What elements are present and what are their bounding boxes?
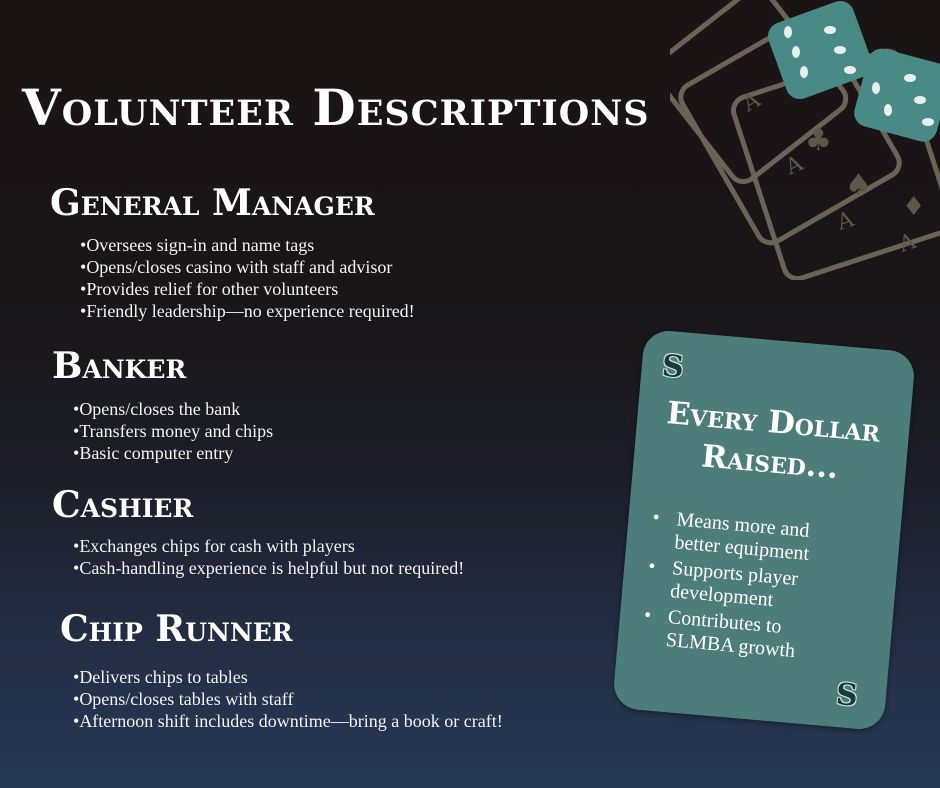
chip-runner-list	[73, 666, 503, 732]
list-item: • Means more and better equipment	[650, 506, 857, 570]
list-item: • Delivers chips to tables	[73, 666, 503, 688]
svg-text:A: A	[781, 151, 807, 181]
list-item: • Exchanges chips for cash with players	[73, 535, 464, 557]
card-title-line-1: Every Dollar	[665, 395, 882, 450]
svg-text:A: A	[834, 207, 857, 236]
every-dollar-raised-card	[612, 329, 916, 731]
card-title	[633, 391, 911, 494]
section-heading-general-manager: General Manager	[50, 182, 375, 224]
list-item: • Transfers money and chips	[73, 420, 273, 442]
list-item: • Friendly leadership—no experience required!	[80, 300, 415, 322]
list-item: • Provides relief for other volunteers	[80, 278, 415, 300]
team-logo-icon: S	[834, 676, 860, 714]
svg-text:♣: ♣	[805, 123, 832, 158]
cards-and-dice-decoration	[670, 0, 940, 280]
general-manager-list	[80, 234, 415, 322]
dice-icon	[764, 0, 940, 145]
section-heading-chip-runner: Chip Runner	[60, 608, 293, 650]
svg-text:♦: ♦	[902, 192, 926, 222]
list-item: • Opens/closes tables with staff	[73, 688, 503, 710]
section-heading-cashier: Cashier	[52, 484, 194, 526]
list-item: • Afternoon shift includes downtime—bring a book or craft!	[73, 710, 503, 732]
list-item: • Basic computer entry	[73, 442, 273, 464]
list-item: • Contributes to SLMBA growth	[641, 604, 848, 668]
team-logo-icon: S	[660, 348, 686, 386]
list-item: • Oversees sign-in and name tags	[80, 234, 415, 256]
svg-text:♠: ♠	[845, 168, 872, 203]
svg-text:A: A	[738, 87, 765, 118]
cashier-list	[73, 535, 464, 579]
page-title: Volunteer Descriptions	[22, 78, 650, 137]
list-item: • Cash-handling experience is helpful but not required!	[73, 557, 464, 579]
list-item: • Opens/closes the bank	[73, 398, 273, 420]
svg-text:A: A	[896, 229, 919, 258]
list-item: • Supports player development	[645, 555, 852, 619]
banker-list	[73, 398, 273, 464]
card-title-line-2: Raised...	[699, 438, 840, 487]
list-item: • Opens/closes casino with staff and advisor	[80, 256, 415, 278]
section-heading-banker: Banker	[52, 345, 187, 387]
card-benefits-list	[641, 506, 857, 670]
